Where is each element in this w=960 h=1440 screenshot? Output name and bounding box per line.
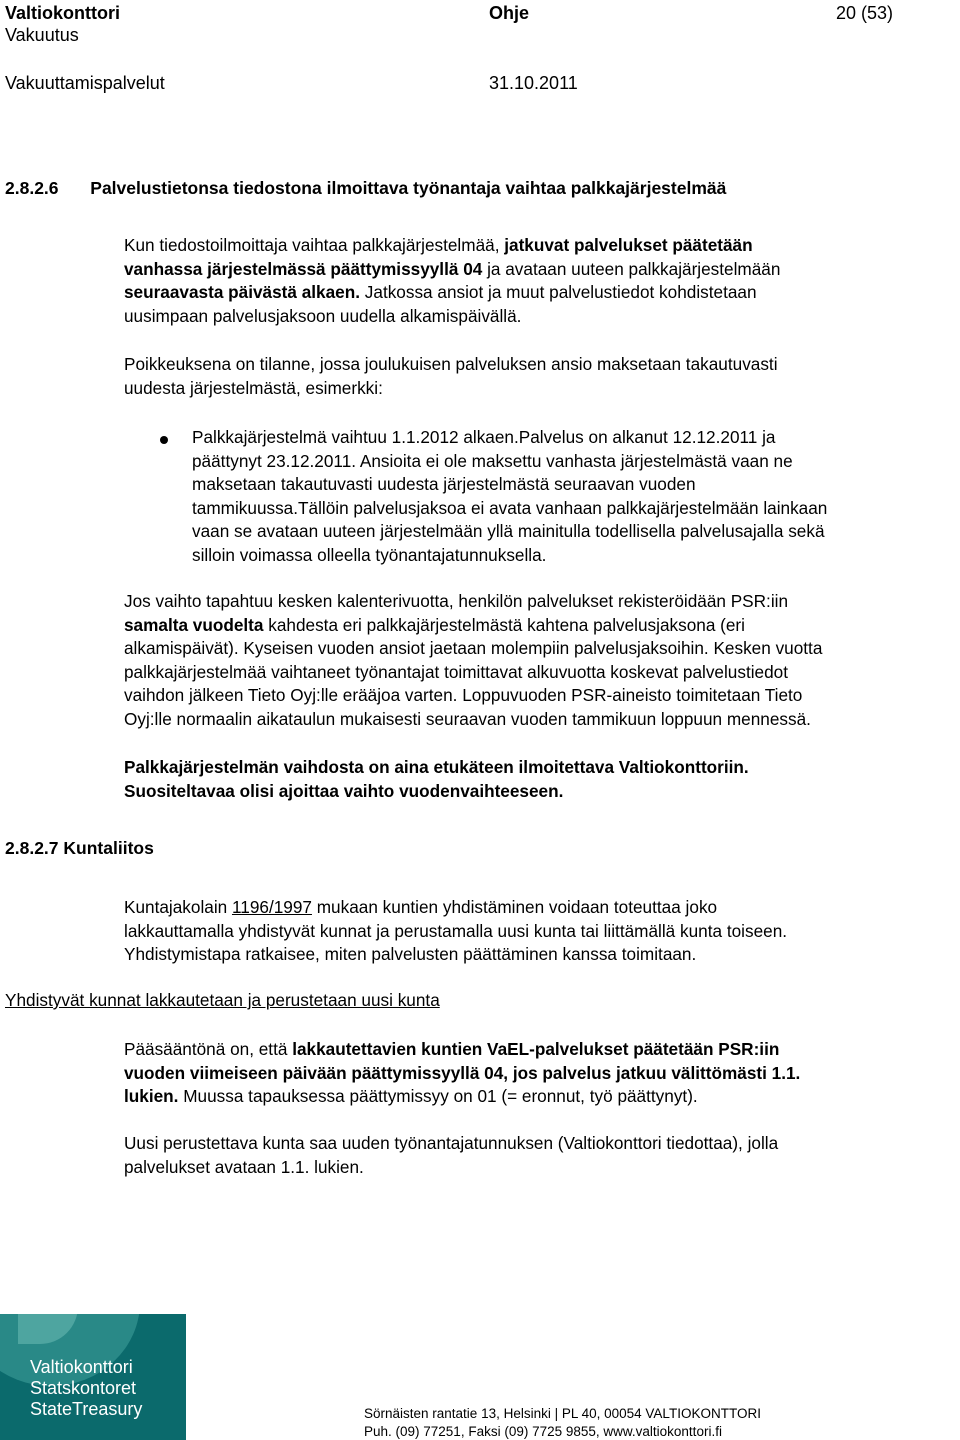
logo-text: StateTreasury — [30, 1399, 143, 1419]
bullet-marker — [160, 436, 168, 444]
logo-text: Valtiokonttori — [30, 1357, 133, 1377]
paragraph-municipal-merger — [124, 896, 954, 967]
paragraph-main-rule — [124, 1038, 954, 1109]
notice-paragraph — [124, 756, 954, 803]
text: Pääsääntönä on, että — [124, 1039, 293, 1059]
text: mukaan kuntien yhdistäminen voidaan toteuttaa joko — [311, 897, 718, 917]
text: alkamispäivät). Kyseisen vuoden ansiot jaetaan molempiin palvelusjaksoihin. Kesken vuotta — [124, 638, 823, 658]
paragraph-new-employer-id — [124, 1132, 954, 1179]
section-heading-2826 — [5, 178, 726, 199]
section-title: Kuntaliitos — [63, 838, 154, 858]
section-number: 2.8.2.6 — [5, 178, 59, 198]
text: vaihdon jälkeen Tieto Oyj:lle erääjoa varten. Loppuvuoden PSR-aineisto toimitetaan Tieto — [124, 685, 803, 705]
text: silloin voimassa olleella työnantajatunnuksella. — [192, 544, 547, 565]
footer-contact: Puh. (09) 77251, Faksi (09) 7725 9855, www.valtiokonttori.fi — [364, 1424, 722, 1439]
text: palvelukset avataan 1.1. lukien. — [124, 1156, 364, 1177]
text-bold: samalta vuodelta — [124, 614, 264, 635]
text-bold: seuraavasta päivästä alkaen. — [124, 282, 361, 302]
text-bold: lakkautettavien kuntien VaEL-palvelukset päätetään PSR:iin — [292, 1039, 780, 1059]
text-bold: vanhassa järjestelmässä päättymissyyllä 04 — [124, 258, 483, 279]
text: Palkkajärjestelmä vaihtuu 1.1.2012 alkaen.Palvelus on alkanut 12.12.2011 ja — [192, 427, 776, 447]
subheading-new-municipality: Yhdistyvät kunnat lakkautetaan ja perustetaan uusi kunta — [5, 990, 440, 1010]
text: maksetaan takautuvasti uudesta järjestelmästä seuraavan vuoden — [192, 474, 696, 494]
section-number: 2.8.2.7 — [5, 838, 59, 858]
text: lakkauttamalla yhdistyvät kunnat ja perustamalla uusi kunta tai liittämällä kunta toiseen. — [124, 920, 788, 941]
paragraph-exception — [124, 353, 954, 400]
section-heading-2827 — [5, 838, 154, 859]
text: Jatkossa ansiot ja muut palvelustiedot kohdistetaan — [360, 282, 757, 302]
text-bold: jatkuvat palvelukset päätetään — [499, 235, 753, 255]
text: Jos vaihto tapahtuu kesken kalenterivuotta, henkilön palvelukset rekisteröidään PSR:iin — [124, 591, 789, 611]
text: Yhdistymistapa ratkaisee, miten palvelusten päättäminen kanssa toimitaan. — [124, 944, 697, 964]
text: ja avataan uuteen palkkajärjestelmään — [482, 258, 781, 279]
logo-text: Statskontoret — [30, 1378, 137, 1398]
text: Poikkeuksena on tilanne, jossa joulukuisen palveluksen ansio maksetaan takautuvasti — [124, 354, 778, 374]
text-bold: lukien. — [124, 1086, 179, 1106]
text: kahdesta eri palkkajärjestelmästä kahtena palvelusjaksona (eri — [263, 614, 745, 635]
text-bold: vuoden viimeiseen päivään päättymissyyllä 04, jos palvelus jatkuu välittömästi 1.1. — [124, 1062, 801, 1083]
text: uudesta järjestelmästä, esimerkki: — [124, 377, 383, 398]
text-bold: Suositeltavaa olisi ajoittaa vaihto vuodenvaihteeseen. — [124, 780, 564, 801]
valtiokonttori-logo — [0, 1314, 186, 1440]
text: Oyj:lle normaalin aikataulun mukaisesti seuraavan vuoden tammikuun loppuun mennessä. — [124, 708, 811, 729]
text: Kuntajakolain — [124, 897, 232, 917]
text: Uusi perustettava kunta saa uuden työnantajatunnuksen (Valtiokonttori tiedottaa), jolla — [124, 1133, 779, 1153]
text: vaan se avataan uuteen järjestelmään yllä mainitulla todellisella palvelusajalla sekä — [192, 521, 825, 541]
text: Kun tiedostoilmoittaja vaihtaa palkkajärjestelmää, — [124, 235, 500, 255]
text: päättynyt 23.12.2011. Ansioita ei ole maksettu vanhasta järjestelmästä vaan ne — [192, 450, 793, 471]
footer-address: Sörnäisten rantatie 13, Helsinki | PL 40, 00054 VALTIOKONTTORI — [364, 1406, 761, 1421]
paragraph-system-change — [124, 234, 954, 328]
paragraph-mid-year-change — [124, 590, 954, 731]
text: palkkajärjestelmää vaihtaneet työnantajat toimittavat alkuvuotta koskevat palvelustiedot — [124, 661, 789, 682]
header-org: Valtiokonttori — [5, 3, 121, 23]
text: uusimpaan palvelusjaksoon uudella alkamispäivällä. — [124, 305, 522, 326]
text-bold: Palkkajärjestelmän vaihdosta on aina etukäteen ilmoitettava Valtiokonttoriin. — [124, 757, 749, 777]
header-unit: Vakuutus — [5, 25, 79, 45]
text: Muussa tapauksessa päättymissyy on 01 (= eronnut, työ päättynyt). — [178, 1086, 698, 1106]
header-page-number: 20 (53) — [836, 3, 894, 23]
bullet-example — [192, 426, 952, 567]
header-doc-type: Ohje — [489, 3, 530, 23]
header-date: 31.10.2011 — [489, 73, 578, 93]
header-subunit: Vakuuttamispalvelut — [5, 73, 165, 93]
text: tammikuussa.Tällöin palvelusjaksoa ei avata vanhaan palkkajärjestelmään lainkaan — [192, 497, 828, 518]
section-title: Palvelustietonsa tiedostona ilmoittava työnantaja vaihtaa palkkajärjestelmää — [90, 178, 727, 198]
law-reference-link[interactable]: 1196/1997 — [231, 897, 312, 917]
